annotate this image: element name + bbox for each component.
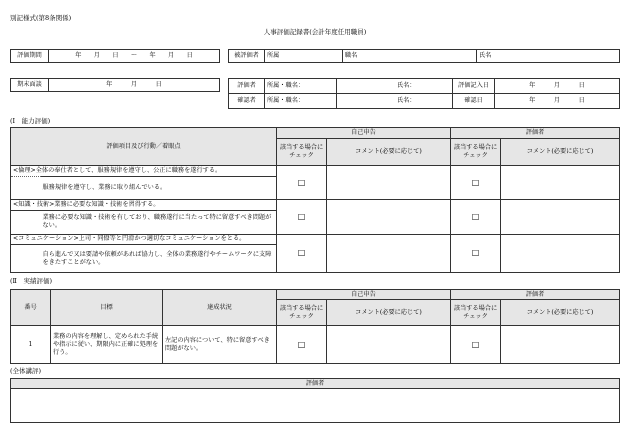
eval-checkbox-1[interactable]: □	[451, 166, 501, 200]
ability-row-3-head: <コミュニケーション>上司・同僚等と円滑かつ適切なコミュニケーションをとる。	[11, 234, 277, 245]
perf-eval-comment[interactable]	[501, 326, 620, 364]
confirmer-dept-position[interactable]: 所属・職名：	[265, 94, 337, 109]
ability-table	[10, 127, 620, 273]
perf-self-checkbox[interactable]: □	[277, 326, 327, 364]
confirmer-entry-label: 確認日	[453, 94, 495, 109]
self-checkbox-2[interactable]: □	[277, 200, 327, 234]
evaluator-table	[228, 78, 620, 109]
perf-self-header: 自己申告	[277, 290, 451, 300]
perf-row-status: 左記の内容について、特に留意すべき問題がない。	[163, 326, 277, 364]
eval-comment-2[interactable]	[501, 200, 620, 234]
eval-check-header: 該当する場合にチェック	[451, 138, 501, 166]
evaluator-name[interactable]: 氏名：	[337, 79, 453, 94]
ability-row-1-detail: 服務規律を遵守し、業務に取り組んでいる。	[41, 177, 277, 200]
evaluatee-dept[interactable]: 所属	[265, 50, 343, 63]
self-check-header: 該当する場合にチェック	[277, 138, 327, 166]
section3-title: (全体講評)	[10, 367, 42, 375]
evaluator-dept-position[interactable]: 所属・職名：	[265, 79, 337, 94]
self-comment-header: コメント(必要に応じて)	[327, 138, 451, 166]
col-no-header: 番号	[11, 290, 51, 326]
perf-eval-checkbox[interactable]: □	[451, 326, 501, 364]
ability-row-1-indent	[11, 177, 41, 200]
self-checkbox-3[interactable]: □	[277, 234, 327, 272]
ability-row-2-indent	[11, 211, 41, 234]
evaluatee-table	[228, 49, 620, 63]
evaluatee-label: 被評価者	[229, 50, 265, 63]
ability-row-3-detail: 自ら進んで又は要請や依頼があれば協力し、全体の業務遂行やチームワークに支障をきたすことがない。	[41, 245, 277, 273]
eval-comment-3[interactable]	[501, 234, 620, 272]
evaluatee-name[interactable]: 氏名	[477, 50, 620, 63]
self-comment-3[interactable]	[327, 234, 451, 272]
perf-evaluator-header: 評価者	[451, 290, 620, 300]
confirmer-date[interactable]: 年 月 日	[495, 94, 620, 109]
eval-checkbox-3[interactable]: □	[451, 234, 501, 272]
self-checkbox-1[interactable]: □	[277, 166, 327, 200]
perf-eval-check-header: 該当する場合にチェック	[451, 300, 501, 326]
perf-self-comment[interactable]	[327, 326, 451, 364]
perf-row-no: 1	[11, 326, 51, 364]
ability-row-2-detail: 業務に必要な知識・技術を有しており、職務遂行に当たって特に留意すべき問題がない。	[41, 211, 277, 234]
page-title: 人事評価記録書(会計年度任用職員)	[263, 28, 367, 36]
section2-title: (Ⅱ 実績評価)	[10, 277, 52, 285]
interview-date[interactable]: 年 月 日	[49, 79, 220, 92]
overall-comment-field[interactable]	[11, 389, 620, 423]
evaluator-entry-label: 評価記入日	[453, 79, 495, 94]
evaluator-header: 評価者	[451, 128, 620, 139]
confirmer-label: 確認者	[229, 94, 265, 109]
ability-row-1-head: <倫理>全体の奉仕者として、服務規律を遵守し、公正に職務を遂行する。	[11, 166, 277, 177]
confirmer-name[interactable]: 氏名：	[337, 94, 453, 109]
self-header: 自己申告	[277, 128, 451, 139]
section1-title: (Ⅰ 能力評価)	[10, 117, 51, 125]
col-goal-header: 目標	[51, 290, 163, 326]
perf-row-goal: 業務の内容を理解し、定められた手続や指示に従い、期限内に正確に処理を行う。	[51, 326, 163, 364]
col-status-header: 達成状況	[163, 290, 277, 326]
performance-table	[10, 289, 620, 364]
period-field[interactable]: 年 月 日 ～ 年 月 日	[49, 50, 220, 63]
interview-label: 期末面談	[11, 79, 49, 92]
eval-comment-1[interactable]	[501, 166, 620, 200]
form-label: 別記様式(第8条関係)	[10, 14, 72, 22]
eval-checkbox-2[interactable]: □	[451, 200, 501, 234]
period-table	[10, 49, 220, 63]
ability-row-2-head: <知識・技術>業務に必要な知識・技術を習得する。	[11, 200, 277, 211]
perf-eval-comment-header: コメント(必要に応じて)	[501, 300, 620, 326]
period-label: 評価期間	[11, 50, 49, 63]
evaluatee-position[interactable]: 職名	[343, 50, 477, 63]
perf-self-check-header: 該当する場合にチェック	[277, 300, 327, 326]
perf-self-comment-header: コメント(必要に応じて)	[327, 300, 451, 326]
col-items-header: 評価項目及び行動／着眼点	[11, 128, 277, 166]
evaluator-label: 評価者	[229, 79, 265, 94]
ability-row-3-indent	[11, 245, 41, 273]
interview-table	[10, 78, 220, 92]
self-comment-1[interactable]	[327, 166, 451, 200]
self-comment-2[interactable]	[327, 200, 451, 234]
overall-table	[10, 378, 620, 423]
eval-comment-header: コメント(必要に応じて)	[501, 138, 620, 166]
evaluator-date[interactable]: 年 月 日	[495, 79, 620, 94]
overall-evaluator-header: 評価者	[11, 379, 620, 389]
